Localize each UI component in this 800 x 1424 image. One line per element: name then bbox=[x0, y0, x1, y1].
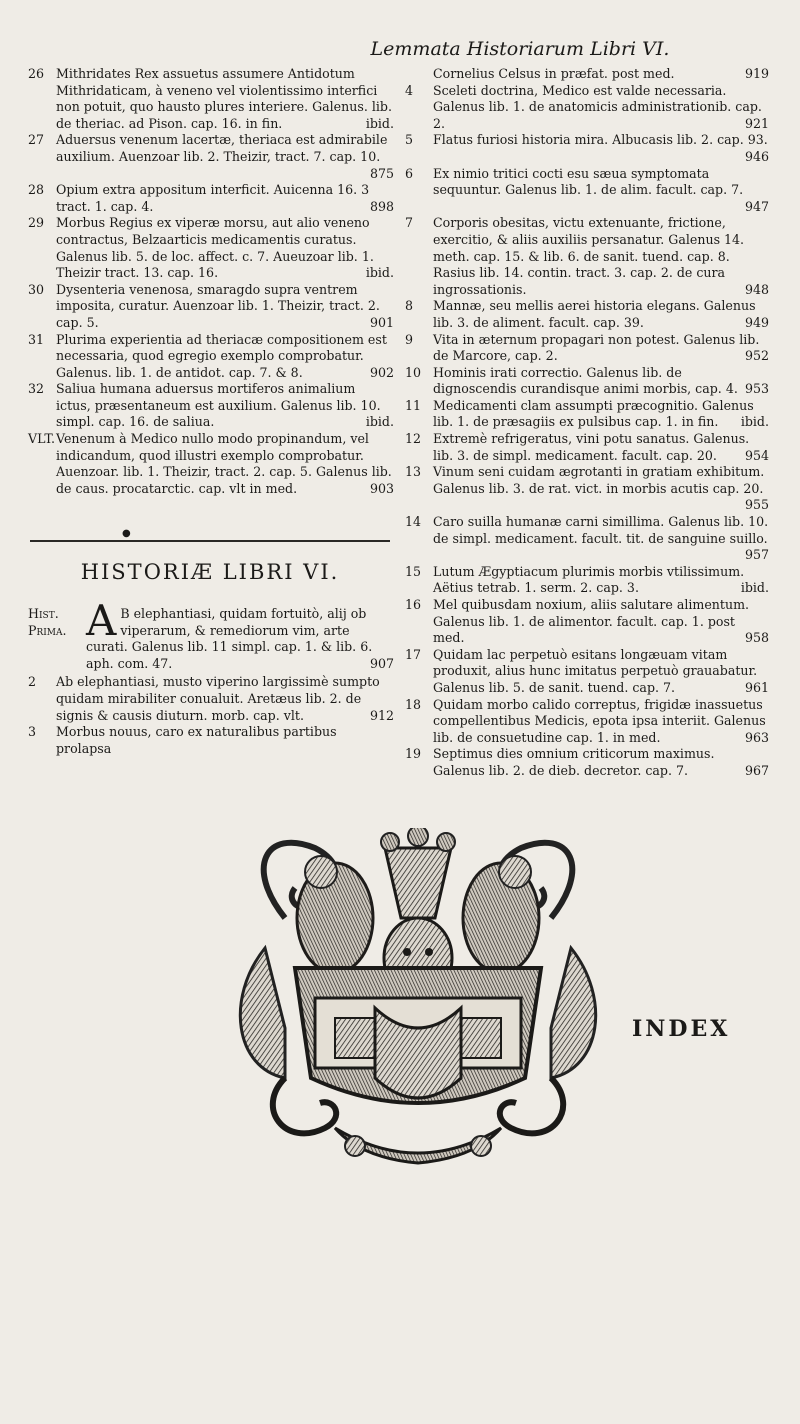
lemma-entry bbox=[405, 514, 769, 564]
entry-page-ref: 946 bbox=[744, 148, 769, 164]
entry-text-wrap bbox=[433, 647, 769, 697]
entry-page-ref: 958 bbox=[744, 630, 769, 646]
entry-text: Flatus furiosi historia mira. Albucasis lib. 2. cap. 93. bbox=[433, 132, 768, 148]
lemma-entry bbox=[405, 746, 769, 779]
entry-page-ref: 955 bbox=[744, 497, 769, 513]
left-column bbox=[28, 66, 394, 497]
catchword: INDEX bbox=[632, 1016, 731, 1042]
entry-text: Extremè refrigeratus, vini potu sanatus. Galenus. lib. 3. de simpl. medicament. facult. cap. 20. bbox=[433, 431, 750, 463]
lemma-entry bbox=[28, 332, 394, 382]
lemma-entry bbox=[28, 66, 394, 132]
entry-page-ref: 912 bbox=[369, 707, 394, 723]
lemma-entry bbox=[28, 215, 394, 281]
entry-text: Ab elephantiasi, musto viperino largissimè sumpto quidam mirabiliter conualuit. Aretæus lib. 2. de signis & causis diuturn. morb. cap. vlt. bbox=[56, 674, 380, 723]
section-title: HISTORIÆ LIBRI VI. bbox=[80, 560, 340, 584]
entry-page-ref: ibid. bbox=[365, 265, 394, 281]
entry-text: Medicamenti clam assumpti præcognitio. Galenus lib. 1. de præsagiis ex pulsibus cap. 1. in fin. bbox=[433, 397, 754, 430]
entry-text: Opium extra appositum interficit. Auicenna 16. 3 tract. 1. cap. 4. bbox=[56, 182, 370, 214]
entry-page-ref: ibid. bbox=[740, 414, 769, 430]
entry-text: Hominis irati correctio. Galenus lib. de dignoscendis curandisque animi morbis, cap. 4. bbox=[433, 364, 738, 397]
entry-page-ref: 948 bbox=[744, 281, 769, 297]
entry-page-ref: 953 bbox=[744, 381, 769, 397]
section-rule bbox=[30, 540, 390, 542]
entry-number: 10 bbox=[405, 364, 422, 380]
entry-page-ref: ibid. bbox=[365, 115, 394, 131]
entry-text-wrap bbox=[433, 132, 769, 165]
entry-text-wrap bbox=[56, 332, 394, 382]
entry-text: Aduersus venenum lacertæ, theriaca est admirabile auxilium. Auenzoar lib. 2. Theizir, tract. 7. cap. 10. bbox=[56, 132, 388, 164]
dropcap-letter: A bbox=[86, 596, 117, 645]
entry-page-ref: 902 bbox=[369, 364, 394, 380]
lemma-entry bbox=[405, 132, 769, 165]
history-label: Hist. Prima. bbox=[28, 606, 67, 638]
entry-text-wrap bbox=[433, 564, 769, 597]
entry-number: 26 bbox=[28, 66, 45, 81]
entry-text: Mithridates Rex assuetus assumere Antidotum Mithridaticam, à veneno vel violentissimo interfici non potuit, quo hausto plures interiere. Galenus. lib. de theriac. ad Pison. cap. 16. in fin. bbox=[56, 66, 392, 131]
entry-text-wrap bbox=[56, 431, 394, 497]
entry-text-wrap bbox=[433, 597, 769, 647]
entry-text: Caro suilla humanæ carni simillima. Galenus lib. 10. de simpl. medicament. facult. tit. de sanguine suillo. bbox=[433, 514, 769, 546]
entry-number: 7 bbox=[405, 215, 414, 231]
entry-number: 4 bbox=[405, 82, 414, 98]
entry-number: 32 bbox=[28, 381, 45, 397]
entry-text-wrap bbox=[433, 746, 769, 779]
rule-dot: ● bbox=[122, 528, 131, 539]
entry-text-wrap bbox=[433, 215, 769, 298]
lemma-entry bbox=[405, 431, 769, 464]
lemma-entry bbox=[405, 647, 769, 697]
entry-text: Mel quibusdam noxium, aliis salutare alimentum. Galenus lib. 1. de alimentor. facult. cap. 1. post med. bbox=[433, 597, 750, 646]
entry-number: 12 bbox=[405, 431, 422, 447]
entry-text: Vinum seni cuidam ægrotanti in gratiam exhibitum. Galenus lib. 3. de rat. vict. in morbis acutis cap. 20. bbox=[433, 464, 765, 496]
lemma-entry bbox=[405, 597, 769, 647]
entry-text-wrap bbox=[433, 398, 769, 431]
entry-text-wrap bbox=[433, 464, 769, 514]
entry-page-ref: 949 bbox=[744, 314, 769, 330]
entry-text: Dysenteria venenosa, smaragdo supra ventrem imposita, curatur. Auenzoar lib. 1. Theizir, tract. 2. cap. 5. bbox=[56, 281, 380, 330]
entry-number: 6 bbox=[405, 165, 414, 181]
lemma-entry bbox=[28, 724, 394, 757]
entry-text-wrap bbox=[433, 365, 769, 398]
first-history-entry bbox=[28, 596, 394, 757]
entry-number: 27 bbox=[28, 132, 45, 148]
entry-number: 2 bbox=[28, 674, 37, 690]
lemma-entry bbox=[405, 66, 769, 83]
entry-page-ref: 919 bbox=[744, 66, 769, 81]
lemma-entry bbox=[405, 697, 769, 747]
entry-page-ref: 898 bbox=[369, 198, 394, 214]
entry-text-wrap bbox=[433, 166, 769, 216]
entry-number: 29 bbox=[28, 215, 45, 231]
lemma-entry bbox=[405, 215, 769, 298]
entry-number: VLT. bbox=[28, 431, 55, 447]
lemma-entry bbox=[405, 464, 769, 514]
entry-text: Morbus nouus, caro ex naturalibus partibus prolapsa bbox=[56, 724, 337, 756]
entry-page-ref: 961 bbox=[744, 679, 769, 695]
entry-page-ref: 963 bbox=[744, 729, 769, 745]
lemma-entry bbox=[405, 298, 769, 331]
lemma-entry bbox=[405, 398, 769, 431]
lemma-entry bbox=[28, 431, 394, 497]
entry-page-ref: ibid. bbox=[740, 580, 769, 596]
entry-number: 15 bbox=[405, 563, 422, 579]
entry-text: Septimus dies omnium criticorum maximus. Galenus lib. 2. de dieb. decretor. cap. 7. bbox=[433, 746, 715, 778]
entry-page-ref: 954 bbox=[744, 447, 769, 463]
entry-text: Quidam morbo calido correptus, frigidæ inassuetus compellentibus Medicis, epota ipsa interiit. Galenus lib. de consuetudine cap. 1. in med. bbox=[433, 696, 766, 745]
entry-number: 31 bbox=[28, 331, 45, 347]
lemma-entry bbox=[405, 83, 769, 133]
entry-number: 19 bbox=[405, 746, 422, 762]
lemma-entry bbox=[28, 674, 394, 724]
entry-page-ref: 903 bbox=[369, 480, 394, 496]
lemma-entry bbox=[405, 166, 769, 216]
entry-page-ref: 967 bbox=[744, 762, 769, 778]
lemma-entry bbox=[28, 282, 394, 332]
entry-text-wrap bbox=[56, 674, 394, 724]
entry-text-wrap bbox=[433, 66, 769, 83]
lemma-entry bbox=[28, 182, 394, 215]
entry-text: Cornelius Celsus in præfat. post med. bbox=[433, 66, 675, 81]
entry-text: Plurima experientia ad theriacæ compositionem est necessaria, quod egregio exemplo comprobatur. Galenus. lib. 1. de antidot. cap. 7. & 8. bbox=[56, 331, 387, 380]
entry-number: 16 bbox=[405, 597, 422, 612]
lemma-entry bbox=[405, 332, 769, 365]
entry-text: Vita in æternum propagari non potest. Galenus lib. de Marcore, cap. 2. bbox=[433, 331, 760, 364]
entry-text: Venenum à Medico nullo modo propinandum, vel indicandum, quod illustri exemplo comprobatur. Auenzoar. lib. 1. Theizir, tract. 2. cap. 5. Galenus lib. de caus. procatarctic. cap. vlt in med. bbox=[56, 431, 392, 496]
entry-page-ref: 957 bbox=[744, 547, 769, 563]
entry-text-wrap bbox=[56, 182, 394, 215]
running-head: Lemmata Historiarum Libri VI. bbox=[370, 38, 670, 60]
entry-text: Mannæ, seu mellis aerei historia elegans. Galenus lib. 3. de aliment. facult. cap. 39. bbox=[433, 298, 756, 330]
entry-text: Sceleti doctrina, Medico est valde necessaria. Galenus lib. 1. de anatomicis administrationib. cap. 2. bbox=[433, 82, 762, 131]
entry-text-wrap bbox=[56, 66, 394, 132]
entry-number: 18 bbox=[405, 696, 422, 712]
entry-number: 8 bbox=[405, 298, 414, 314]
entry-text: Ex nimio tritici cocti esu sæua symptomata sequuntur. Galenus lib. 1. de alim. facult. cap. 7. bbox=[433, 165, 744, 198]
entry-text-wrap bbox=[56, 724, 394, 757]
entry-text: Quidam lac perpetuò esitans longæuam vitam produxit, alius hunc imitatus perpetuò grauabatur. Galenus lib. 5. de sanit. tuend. cap. 7. bbox=[433, 646, 758, 695]
lemma-entry bbox=[405, 365, 769, 398]
right-column bbox=[405, 66, 769, 780]
entry-number bbox=[405, 66, 433, 83]
entry-text-wrap bbox=[433, 332, 769, 365]
entry-number: 30 bbox=[28, 281, 45, 297]
entry-text: Saliua humana aduersus mortiferos animalium ictus, præsentaneum est auxilium. Galenus lib. 10. simpl. cap. 16. de saliua. bbox=[56, 381, 381, 430]
entry-number: 5 bbox=[405, 132, 414, 148]
entry-text-wrap bbox=[56, 215, 394, 281]
lemma-entry bbox=[405, 564, 769, 597]
lemma-entry bbox=[28, 381, 394, 431]
entry-text: Corporis obesitas, victu extenuante, frictione, exercitio, & aliis auxiliis persanatur. Galenus 14. meth. cap. 15. & lib. 6. de sanit. tuend. cap. 8. Rasius lib. 14. contin. tract. 3. cap. 2. de cura ingrossationis. bbox=[433, 215, 745, 297]
entry-text-wrap bbox=[56, 381, 394, 431]
entry-number: 11 bbox=[405, 397, 422, 413]
entry-number: 3 bbox=[28, 724, 37, 740]
entry-text-wrap bbox=[56, 132, 394, 182]
entry-page-ref: 947 bbox=[744, 198, 769, 214]
entry-page-ref: 875 bbox=[369, 165, 394, 181]
entry-number: 13 bbox=[405, 464, 422, 480]
first-entry-ref: 907 bbox=[369, 655, 394, 671]
entry-text: Lutum Ægyptiacum plurimis morbis vtilissimum. Aëtius tetrab. 1. serm. 2. cap. 3. bbox=[433, 563, 745, 596]
entry-text-wrap bbox=[433, 83, 769, 133]
entry-text-wrap bbox=[433, 298, 769, 331]
entry-text-wrap bbox=[433, 431, 769, 464]
entry-page-ref: 901 bbox=[369, 314, 394, 330]
left-column-continued bbox=[28, 674, 394, 757]
entry-number: 9 bbox=[405, 331, 414, 347]
first-entry-text: B elephantiasi, quidam fortuitò, alij ob viperarum, & remediorum vim, arte curati. Galenus lib. 11 simpl. cap. 1. & lib. 6. aph. com. 47. bbox=[86, 606, 373, 671]
decorative-woodcut-ornament bbox=[225, 828, 611, 1178]
entry-page-ref: 952 bbox=[744, 348, 769, 364]
entry-text-wrap bbox=[56, 282, 394, 332]
entry-number: 28 bbox=[28, 182, 45, 198]
entry-page-ref: 921 bbox=[744, 115, 769, 131]
entry-text-wrap bbox=[433, 514, 769, 564]
entry-page-ref: ibid. bbox=[365, 414, 394, 430]
entry-number: 17 bbox=[405, 646, 422, 662]
entry-number: 14 bbox=[405, 514, 422, 530]
lemma-entry bbox=[28, 132, 394, 182]
entry-text: Morbus Regius ex viperæ morsu, aut alio veneno contractus, Belzaarticis medicamentis curatus. Galenus lib. 5. de loc. affect. c. 7. Aueuzoar lib. 1. Theizir tract. 13. cap. 16. bbox=[56, 215, 374, 281]
entry-text-wrap bbox=[433, 697, 769, 747]
